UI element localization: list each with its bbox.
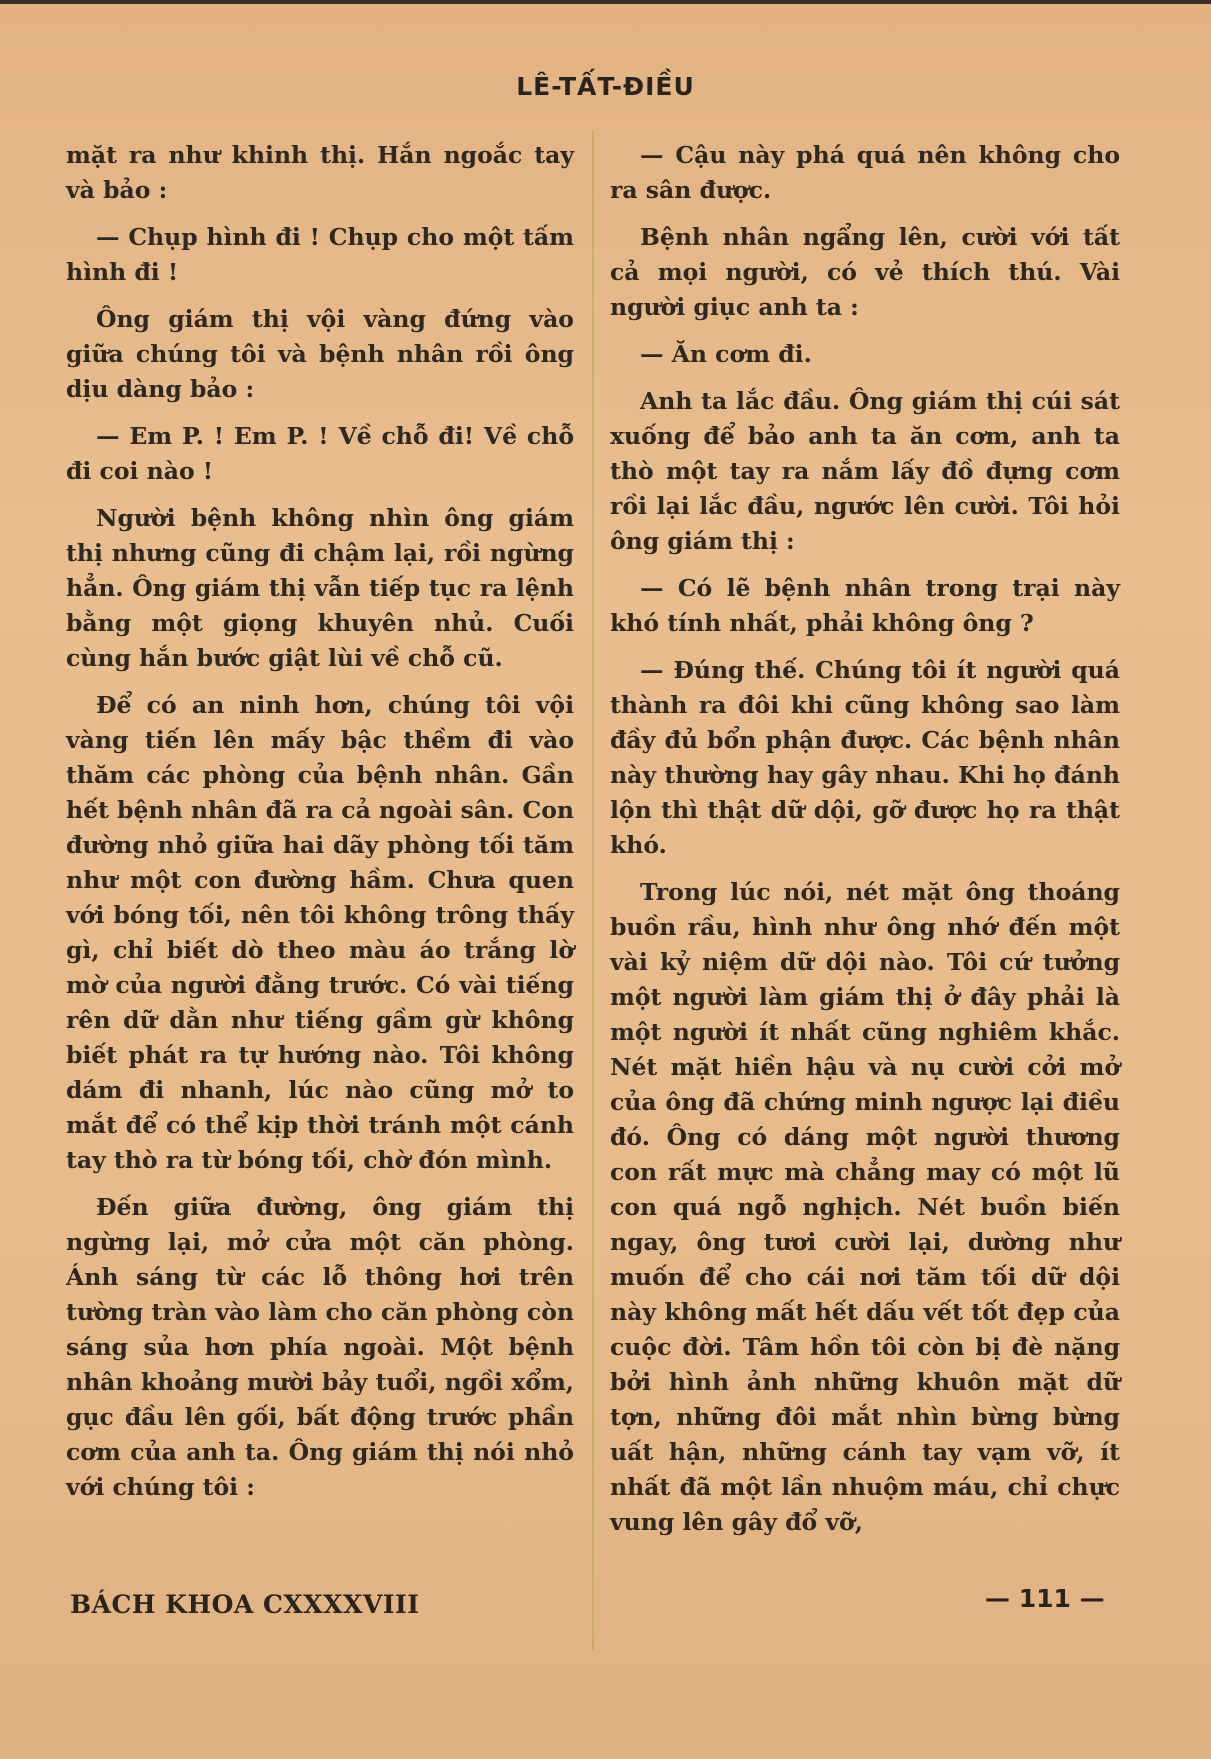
running-header: LÊ-TẤT-ĐIỀU [516, 72, 695, 101]
paragraph: Để có an ninh hơn, chúng tôi vội vàng tiến lên mấy bậc thềm đi vào thăm các phòng của bệnh nhân. Gần hết bệnh nhân đã ra cả ngoài sân. Con đường nhỏ giữa hai dãy phòng tối tăm như một con đường hầm. Chưa quen với bóng tối, nên tôi không trông thấy gì, chỉ biết dò theo màu áo trắng lờ mờ của người đằng trước. Có vài tiếng rên dữ dằn như tiếng gầm gừ không biết phát ra tự hướng nào. Tôi không dám đi nhanh, lúc nào cũng mở to mắt để có thể kịp thời tránh một cánh tay thò ra từ bóng tối, chờ đón mình. [66, 691, 574, 1174]
paragraph: mặt ra như khinh thị. Hắn ngoắc tay và bảo : [66, 141, 574, 204]
paragraph: — Ăn cơm đi. [640, 340, 812, 368]
column-divider [592, 130, 594, 1650]
top-rule [0, 0, 1211, 4]
paragraph: — Có lẽ bệnh nhân trong trại này khó tính nhất, phải không ông ? [610, 574, 1120, 637]
paragraph: Người bệnh không nhìn ông giám thị nhưng cũng đi chậm lại, rồi ngừng hẳn. Ông giám thị vẫn tiếp tục ra lệnh bằng một giọng khuyên nhủ. Cuối cùng hắn bước giật lùi về chỗ cũ. [66, 504, 574, 672]
paragraph: Đến giữa đường, ông giám thị ngừng lại, mở cửa một căn phòng. Ánh sáng từ các lỗ thông hơi trên tường tràn vào làm cho căn phòng còn sáng sủa hơn phía ngoài. Một bệnh nhân khoảng mười bảy tuổi, ngồi xổm, gục đầu lên gối, bất động trước phần cơm của anh ta. Ông giám thị nói nhỏ với chúng tôi : [66, 1193, 574, 1501]
paragraph: — Cậu này phá quá nên không cho ra sân được. [610, 141, 1120, 204]
paragraph: Ông giám thị vội vàng đứng vào giữa chúng tôi và bệnh nhân rồi ông dịu dàng bảo : [66, 305, 574, 403]
publication-footer: BÁCH KHOA CXXXXVIII [70, 1590, 420, 1619]
paragraph: Trong lúc nói, nét mặt ông thoáng buồn rầu, hình như ông nhớ đến một vài kỷ niệm dữ dội nào. Tôi cứ tưởng một người làm giám thị ở đây phải là một người ít nhất cũng nghiêm khắc. Nét mặt hiền hậu và nụ cười cởi mở của ông đã chứng minh ngược lại điều đó. Ông có dáng một người thương con rất mực mà chẳng may có một lũ con quá ngỗ nghịch. Nét buồn biến ngay, ông tươi cười lại, dường như muốn để cho cái nơi tăm tối dữ dội này không mất hết dấu vết tốt đẹp của cuộc đời. Tâm hồn tôi còn bị đè nặng bởi hình ảnh những khuôn mặt dữ tợn, những đôi mắt nhìn bừng bừng uất hận, những cánh tay vạm vỡ, ít nhất đã một lần nhuộm máu, chỉ chực vung lên gây đổ vỡ, [610, 878, 1120, 1536]
right-column [610, 138, 1120, 1552]
paragraph: — Em P. ! Em P. ! Về chỗ đi! Về chỗ đi coi nào ! [66, 422, 574, 485]
paragraph: — Chụp hình đi ! Chụp cho một tấm hình đi ! [66, 223, 574, 286]
left-column [66, 138, 574, 1517]
paragraph: Anh ta lắc đầu. Ông giám thị cúi sát xuống để bảo anh ta ăn cơm, anh ta thò một tay ra nắm lấy đồ đựng cơm rồi lại lắc đầu, ngước lên cười. Tôi hỏi ông giám thị : [610, 387, 1120, 555]
page-number: — 111 — [985, 1584, 1105, 1613]
paragraph: Bệnh nhân ngẩng lên, cười với tất cả mọi người, có vẻ thích thú. Vài người giục anh ta : [610, 223, 1120, 321]
paragraph: — Đúng thế. Chúng tôi ít người quá thành ra đôi khi cũng không sao làm đầy đủ bổn phận được. Các bệnh nhân này thường hay gây nhau. Khi họ đánh lộn thì thật dữ dội, gỡ được họ ra thật khó. [610, 656, 1120, 859]
